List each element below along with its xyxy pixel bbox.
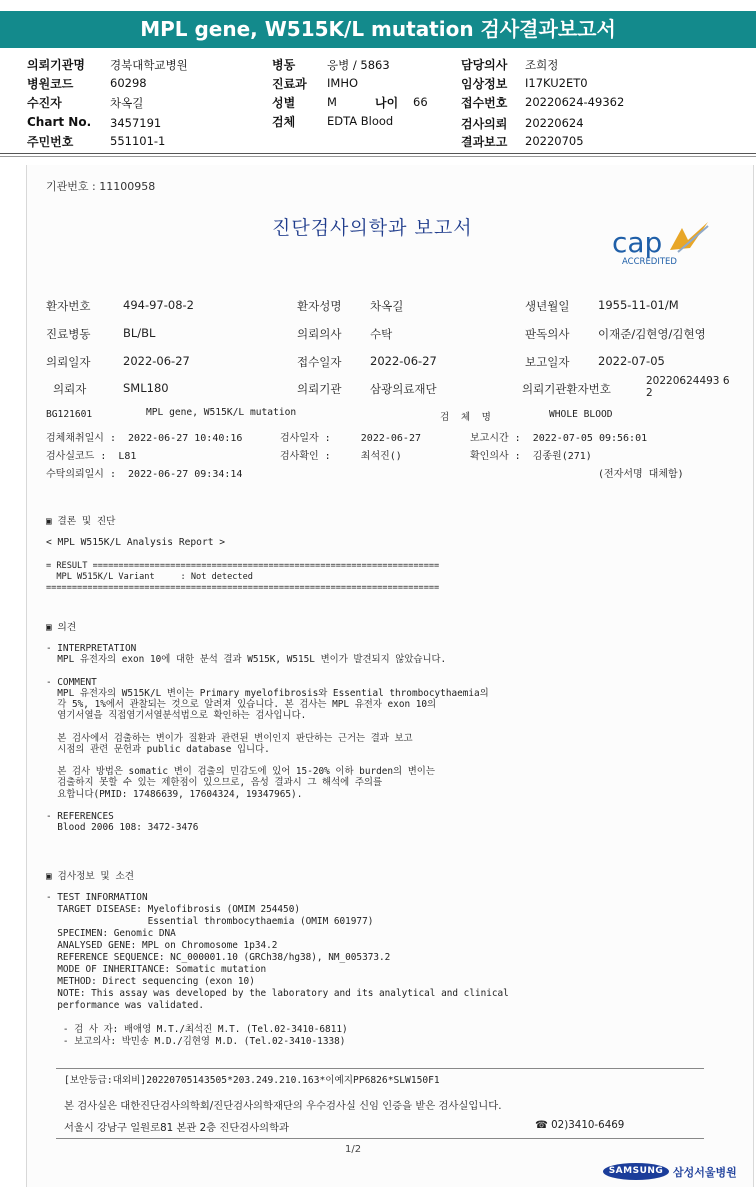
pi-label-receipt-date: 접수일자 <box>297 355 342 369</box>
specimen-value: WHOLE BLOOD <box>549 409 613 420</box>
pi-value-req-doctor: 수탁 <box>370 327 393 341</box>
confirm-doctor: 확인의사 : 김종원(271) <box>470 451 592 462</box>
cap-logo-text: cap <box>612 226 663 259</box>
page-number: 1/2 <box>345 1144 362 1155</box>
report-heading: 진단검사의학과 보고서 <box>272 217 473 239</box>
hdr-value-report-date: 20220705 <box>525 134 584 148</box>
hdr-value-sex: M <box>327 95 337 109</box>
samsung-logo: SAMSUNG <box>603 1163 669 1180</box>
opinion-block: - INTERPRETATION MPL 유전자의 exon 10에 대한 분석 결과 W515K, W515L 변이가 발견되지 않았습니다. - COMMENT MPL 유전자의 W515K/L 변이는 Primary myelofibrosis와 Essential thrombocythaemia의 각 5%, 1%에서 관찰되는 것으로 알려져 있습니다. 본 검사는 MPL 유전자 exon 10의 염기서열을 직접염기서열분석법으로 확인하는 검사입니다. 본 검사에서 검출하는 변이가 질환과 관련된 변이인지 판단하는 근거는 결과 보고 시점의 관련 문헌과 public database 입니다. 본 검사 방법은 somatic 변이 검출의 민감도에 있어 15-20% 이하 burden의 변이는 검출하지 못할 수 있는 제한점이 있으므로, 음성 결과시 그 해석에 주의를 요합니다(PMID: 17486639, 17604324, 19347965). - REFERENCES Blood 2006 108: 3472-3476 <box>46 643 489 834</box>
hdr-label-department: 진료과 <box>272 77 307 91</box>
hdr-value-patient: 차옥길 <box>110 96 144 110</box>
hdr-label-hospital-code: 병원코드 <box>27 77 74 91</box>
section-result-heading: ▣ 결론 및 진단 <box>46 516 116 527</box>
receive-datetime: 수탁의뢰일시 : 2022-06-27 09:34:14 <box>46 469 243 480</box>
hdr-label-resident-no: 주민번호 <box>27 135 74 149</box>
analysis-report-title: < MPL W515K/L Analysis Report > <box>46 537 226 548</box>
exam-date: 검사일자 : 2022-06-27 <box>280 433 421 444</box>
pi-value-birth: 1955-11-01/M <box>598 298 679 312</box>
hdr-label-specimen: 검체 <box>272 115 296 129</box>
certification-line: 본 검사실은 대한진단검사의학회/진단검사의학재단의 우수검사실 신임 인증을 받은 검사실입니다. <box>64 1100 502 1112</box>
cap-accredited-text: ACCREDITED <box>622 257 677 266</box>
hdr-label-receipt-no: 접수번호 <box>461 96 508 110</box>
test-code: BG121601 <box>46 409 93 420</box>
hdr-label-request-date: 검사의뢰 <box>461 117 508 131</box>
hdr-value-resident-no: 551101-1 <box>110 134 166 148</box>
hdr-label-institution: 의뢰기관명 <box>27 58 85 72</box>
pi-value-inst-patient-no: 20220624493 6 2 <box>646 375 730 399</box>
institution-no: 기관번호 : 11100958 <box>46 180 156 193</box>
pi-value-patient-no: 494-97-08-2 <box>123 298 194 312</box>
lab-room-code: 검사실코드 : L81 <box>46 451 137 462</box>
hdr-value-clinical-info: I17KU2ET0 <box>525 76 588 90</box>
pi-value-report-date: 2022-07-05 <box>598 354 665 368</box>
hdr-value-request-date: 20220624 <box>525 116 584 130</box>
pi-label-birth: 생년월일 <box>525 299 570 313</box>
hdr-value-ward: 응병 / 5863 <box>327 58 390 72</box>
pi-value-ward: BL/BL <box>123 326 156 340</box>
cap-accredited-logo <box>612 222 712 266</box>
pi-label-req-date: 의뢰일자 <box>46 355 91 369</box>
report-title-bar <box>0 11 756 48</box>
test-info-block: - TEST INFORMATION TARGET DISEASE: Myelofibrosis (OMIM 254450) Essential thrombocythaemia (OMIM 601977) SPECIMEN: Genomic DNA ANALYSED GENE: MPL on Chromosome 1p34.2 REFERENCE SEQUENCE: NC_000001.10 (GRCh38/hg38), NM_005373.2 MODE OF INHERITANCE: Somatic mutation METHOD: Direct sequencing (exon 10) NOTE: This assay was developed by the laboratory and its analytical and clinical performance was validated. - 검 사 자: 배애영 M.T./최석진 M.T. (Tel.02-3410-6811) - 보고의사: 박민송 M.D./김현영 M.D. (Tel.02-3410-1338) <box>46 892 509 1047</box>
specimen-label: 검 체 명 <box>440 412 491 423</box>
report-time: 보고시간 : 2022-07-05 09:56:01 <box>470 433 648 444</box>
hdr-label-age: 나이 <box>375 96 399 110</box>
hdr-value-doctor: 조희정 <box>525 58 559 72</box>
hdr-label-chart-no: Chart No. <box>27 115 92 129</box>
hdr-label-report-date: 결과보고 <box>461 135 508 149</box>
esign-note: (전자서명 대체함) <box>598 469 684 480</box>
pi-label-inst-patient-no: 의뢰기관환자번호 <box>522 382 611 396</box>
hospital-name-logo: 삼성서울병원 <box>673 1166 737 1179</box>
pi-value-req-date: 2022-06-27 <box>123 354 190 368</box>
pi-label-req-institution: 의뢰기관 <box>297 382 342 396</box>
pi-label-report-date: 보고일자 <box>525 355 570 369</box>
report-title: MPL gene, W515K/L mutation 검사결과보고서 <box>140 17 616 41</box>
hdr-value-hospital-code: 60298 <box>110 76 147 90</box>
pi-value-reading-doctor: 이재준/김현영/김현영 <box>598 327 706 341</box>
lab-phone: ☎ 02)3410-6469 <box>535 1119 625 1131</box>
hdr-value-department: IMHO <box>327 76 359 90</box>
lab-address: 서울시 강남구 일원로81 본관 2층 진단검사의학과 <box>64 1122 290 1134</box>
header-divider-bottom <box>0 156 756 157</box>
section-info-heading: ▣ 검사정보 및 소견 <box>46 871 134 882</box>
result-block: = RESULT =================================================================== MPL W515K/L Variant : Not detected ============================================================================ <box>46 561 440 593</box>
collect-datetime: 검체채취일시 : 2022-06-27 10:40:16 <box>46 433 243 444</box>
pi-value-req-institution: 삼광의료재단 <box>370 382 437 396</box>
checkmark-icon <box>670 222 708 250</box>
pi-label-ward: 진료병동 <box>46 327 91 341</box>
hdr-value-institution: 경북대학교병원 <box>110 58 188 72</box>
pi-value-patient-name: 차옥길 <box>370 299 404 313</box>
hdr-label-ward: 병동 <box>272 58 296 72</box>
pi-value-requester: SML180 <box>123 381 169 395</box>
hdr-label-sex: 성별 <box>272 96 296 110</box>
hdr-value-specimen: EDTA Blood <box>327 114 394 128</box>
exam-confirm: 검사확인 : 최석진() <box>280 451 402 462</box>
hdr-value-age: 66 <box>413 95 428 109</box>
pi-value-receipt-date: 2022-06-27 <box>370 354 437 368</box>
hdr-value-receipt-no: 20220624-49362 <box>525 95 625 109</box>
hdr-label-doctor: 담당의사 <box>461 58 508 72</box>
pi-label-patient-name: 환자성명 <box>297 299 342 313</box>
header-divider-top <box>0 153 756 154</box>
section-opinion-heading: ▣ 의견 <box>46 622 77 633</box>
security-line: [보안등급:대외비]20220705143505*203.249.210.163*이예지PP6826*SLW150F1 <box>64 1075 440 1086</box>
hdr-label-clinical-info: 임상정보 <box>461 77 508 91</box>
footer-divider-bottom <box>56 1138 704 1139</box>
hdr-label-patient: 수진자 <box>27 96 62 110</box>
test-name: MPL gene, W515K/L mutation <box>146 407 297 418</box>
pi-label-patient-no: 환자번호 <box>46 299 91 313</box>
pi-label-req-doctor: 의뢰의사 <box>297 327 342 341</box>
pi-label-reading-doctor: 판독의사 <box>525 327 570 341</box>
pi-label-requester: 의뢰자 <box>53 382 87 396</box>
footer-divider-top <box>56 1068 704 1069</box>
hdr-value-chart-no: 3457191 <box>110 116 162 130</box>
